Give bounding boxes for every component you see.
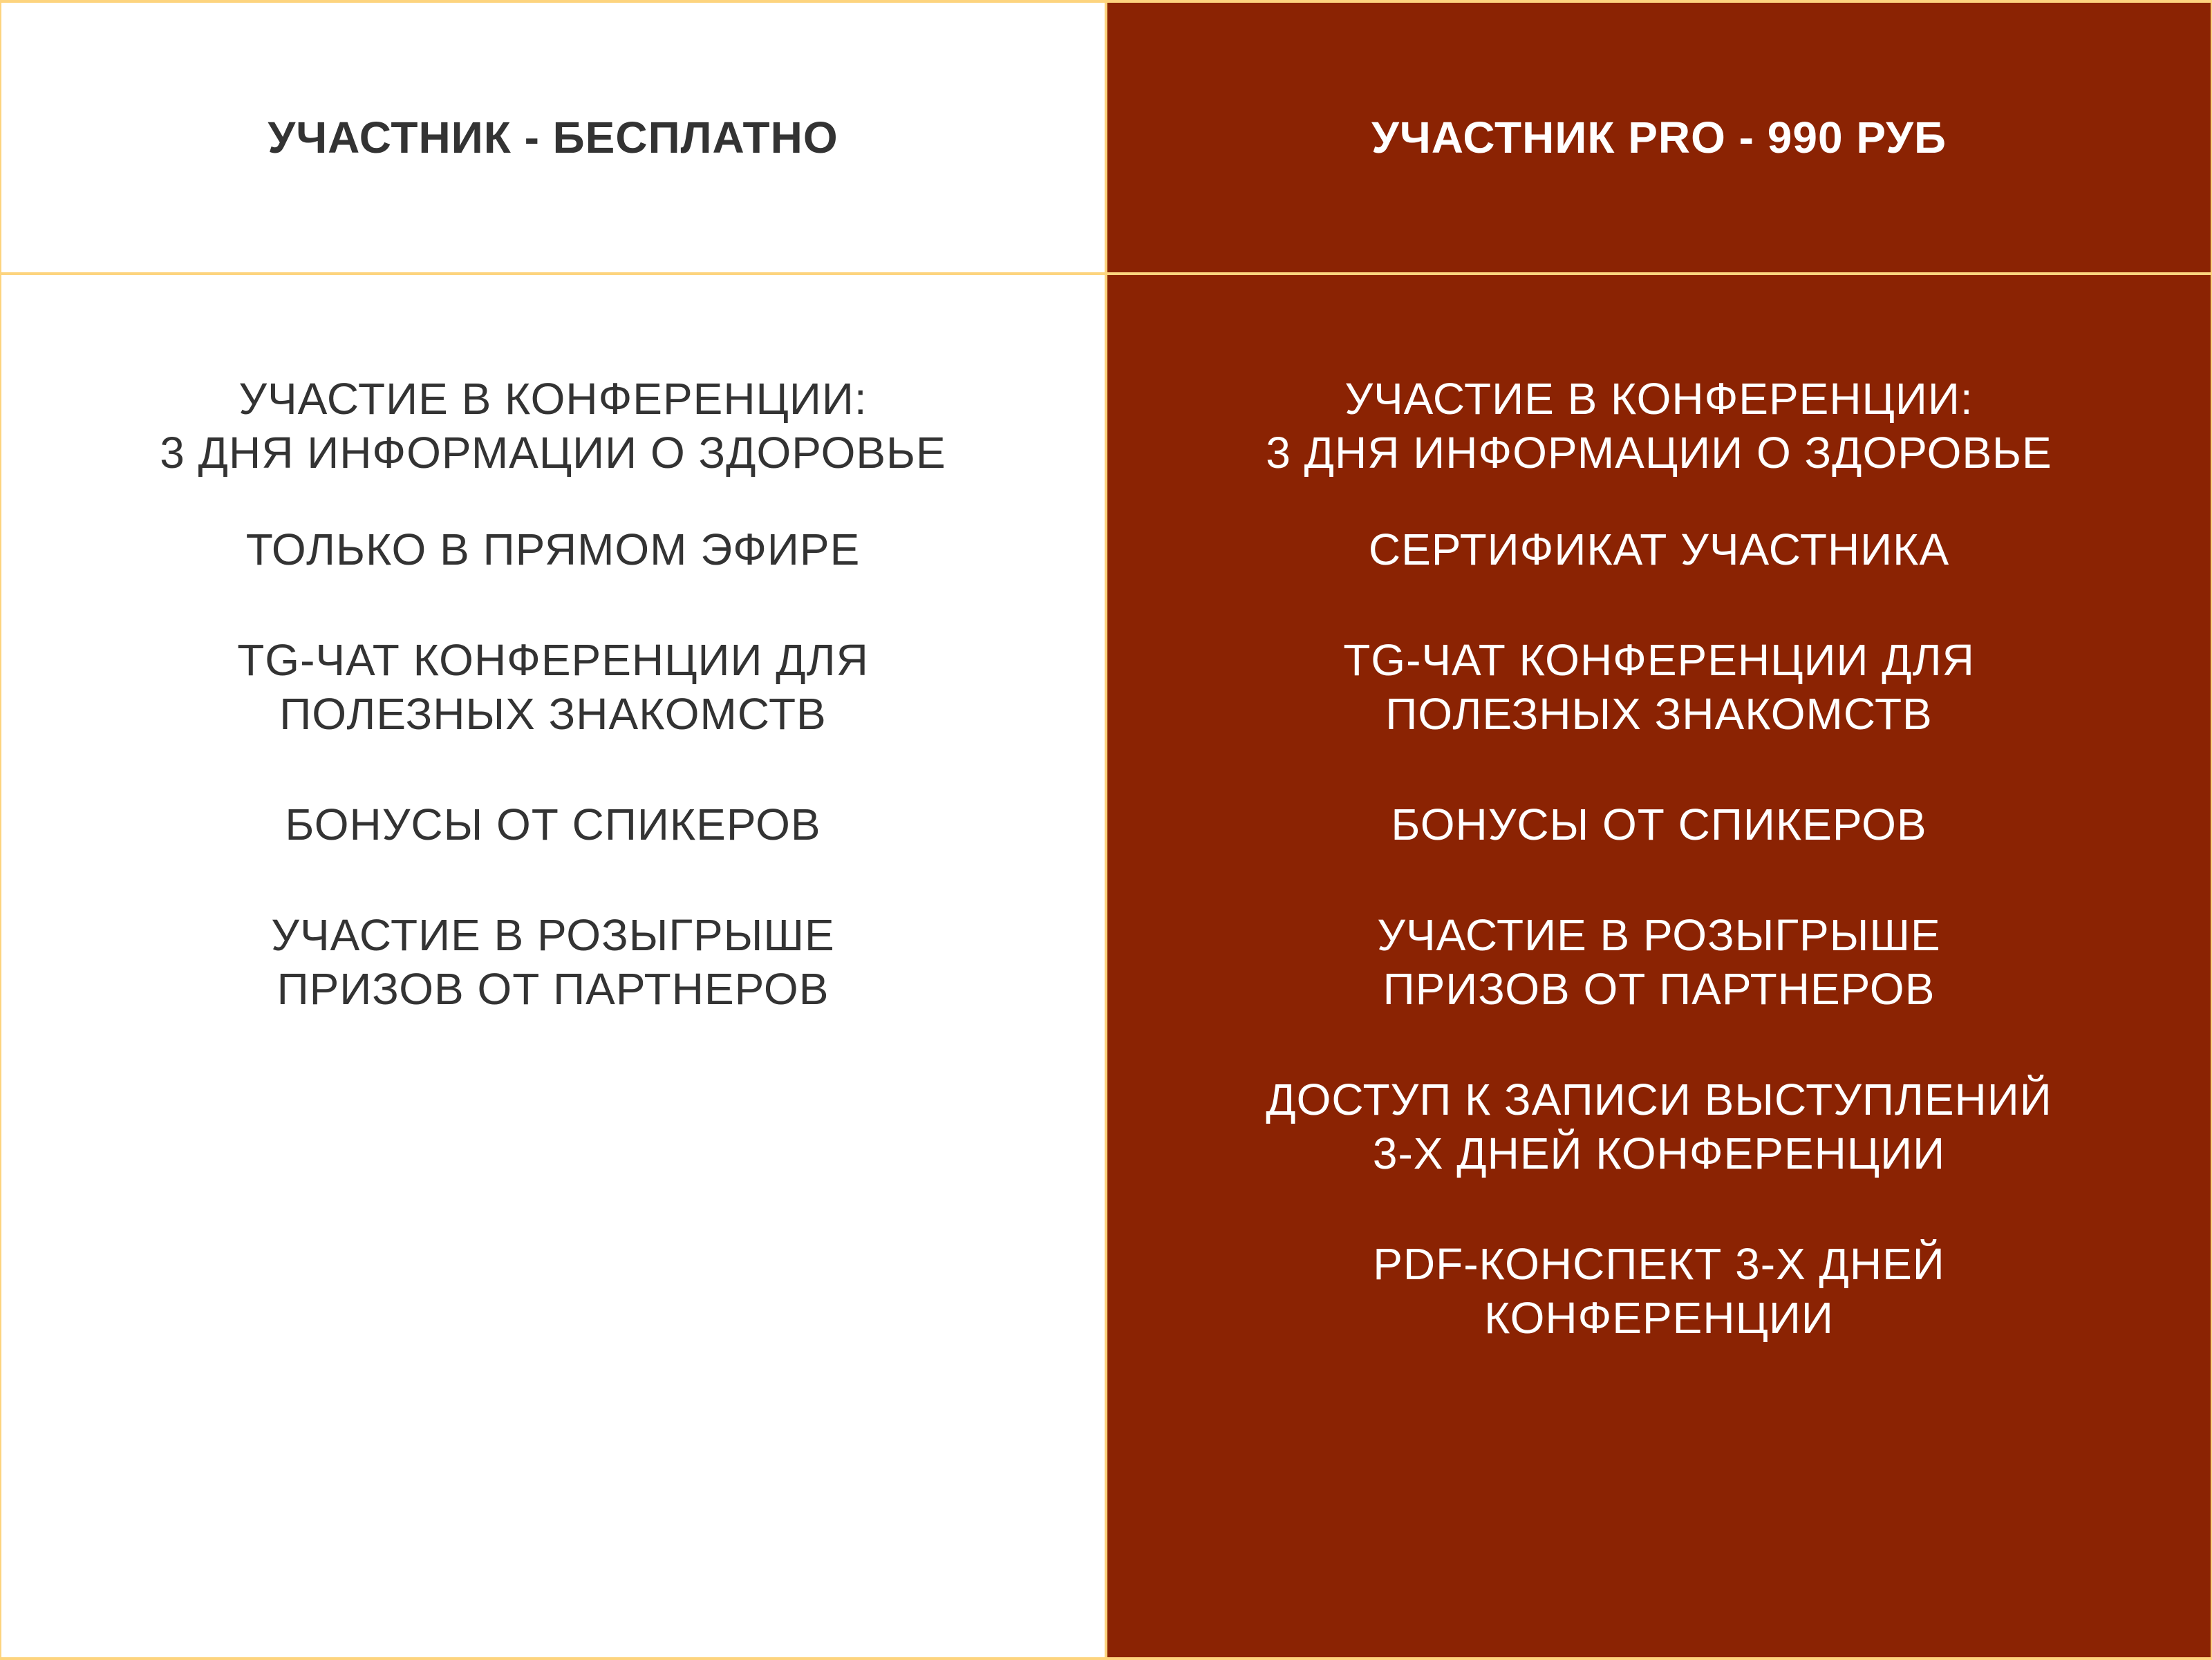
free-feature-item: ТОЛЬКО В ПРЯМОМ ЭФИРЕ — [245, 525, 861, 574]
free-feature-item: TG-ЧАТ КОНФЕРЕНЦИИ ДЛЯ ПОЛЕЗНЫХ ЗНАКОМСТВ — [237, 635, 869, 739]
pro-feature-item: УЧАСТИЕ В КОНФЕРЕНЦИИ: 3 ДНЯ ИНФОРМАЦИИ О ЗДОРОВЬЕ — [1266, 374, 2052, 478]
pro-feature-item: TG-ЧАТ КОНФЕРЕНЦИИ ДЛЯ ПОЛЕЗНЫХ ЗНАКОМСТВ — [1343, 635, 1975, 739]
pro-feature-item: УЧАСТИЕ В РОЗЫГРЫШЕ ПРИЗОВ ОТ ПАРТНЕРОВ — [1377, 910, 1941, 1014]
free-feature-item: УЧАСТИЕ В КОНФЕРЕНЦИИ: 3 ДНЯ ИНФОРМАЦИИ О ЗДОРОВЬЕ — [160, 374, 946, 478]
pro-feature-item: PDF-КОНСПЕКТ 3-Х ДНЕЙ КОНФЕРЕНЦИИ — [1373, 1239, 1945, 1343]
free-plan-title: УЧАСТНИК - БЕСПЛАТНО — [268, 113, 838, 162]
free-feature-item: БОНУСЫ ОТ СПИКЕРОВ — [285, 800, 821, 849]
pro-plan-title: УЧАСТНИК PRO - 990 РУБ — [1371, 113, 1947, 162]
free-feature-item: УЧАСТИЕ В РОЗЫГРЫШЕ ПРИЗОВ ОТ ПАРТНЕРОВ — [271, 910, 835, 1014]
pro-plan-features — [1107, 275, 2211, 1657]
free-plan-header — [1, 3, 1105, 272]
free-plan-features — [1, 275, 1105, 1657]
pro-feature-item: БОНУСЫ ОТ СПИКЕРОВ — [1391, 800, 1927, 849]
pro-feature-item: ДОСТУП К ЗАПИСИ ВЫСТУПЛЕНИЙ 3-Х ДНЕЙ КОНФЕРЕНЦИИ — [1266, 1075, 2052, 1178]
pro-plan-header — [1107, 3, 2211, 272]
pro-feature-item: СЕРТИФИКАТ УЧАСТНИКА — [1368, 525, 1950, 574]
